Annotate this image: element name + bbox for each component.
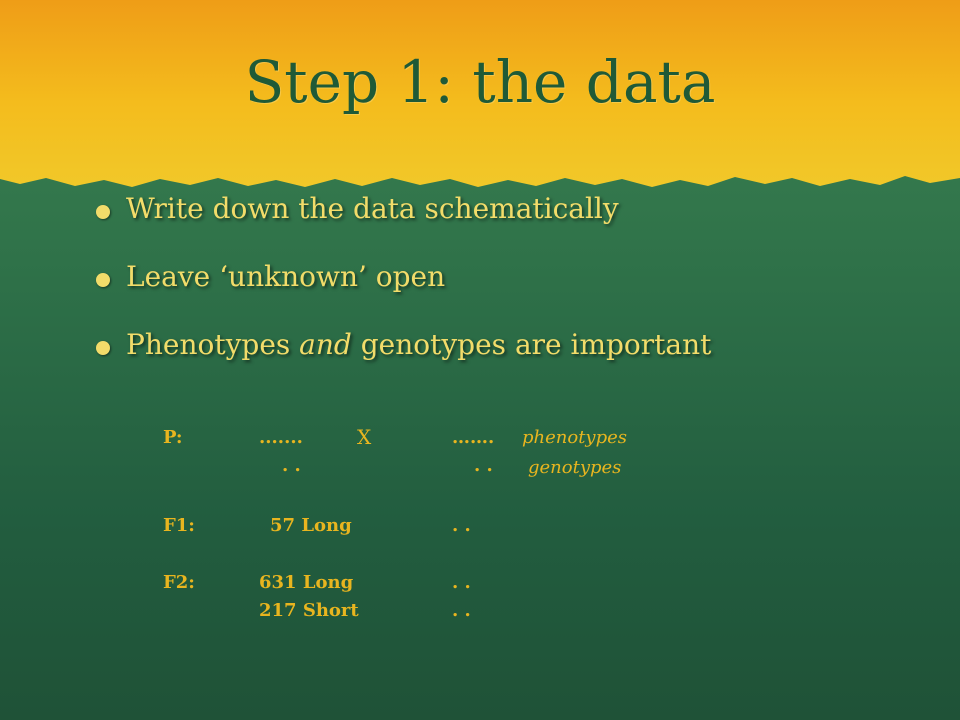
- slide-title: Step 1: the data: [244, 48, 716, 116]
- f2-value-short: 217 Short: [259, 600, 359, 621]
- f2-genotype-long: . .: [452, 572, 471, 593]
- cross-symbol: X: [357, 425, 372, 449]
- genotypes-note: genotypes: [528, 457, 622, 478]
- f1-genotype: . .: [452, 515, 471, 536]
- p-left-phenotype: .......: [259, 427, 303, 448]
- bullet-text: Leave ‘unknown’ open: [126, 260, 446, 293]
- p-left-genotype: . .: [282, 455, 301, 476]
- bullet-emphasis: and: [299, 328, 352, 361]
- f2-genotype-short: . .: [452, 600, 471, 621]
- f1-label: F1:: [163, 515, 195, 536]
- p-right-genotype: . .: [474, 455, 493, 476]
- p-right-phenotype: …….: [452, 427, 495, 448]
- phenotypes-note: phenotypes: [522, 427, 628, 448]
- p-label: P:: [163, 427, 183, 448]
- bullet-text: Write down the data schematically: [126, 192, 619, 225]
- f2-value-long: 631 Long: [259, 572, 354, 593]
- f2-label: F2:: [163, 572, 195, 593]
- bullet-text: Phenotypes and genotypes are important: [126, 328, 712, 361]
- f1-value: 57 Long: [270, 515, 352, 536]
